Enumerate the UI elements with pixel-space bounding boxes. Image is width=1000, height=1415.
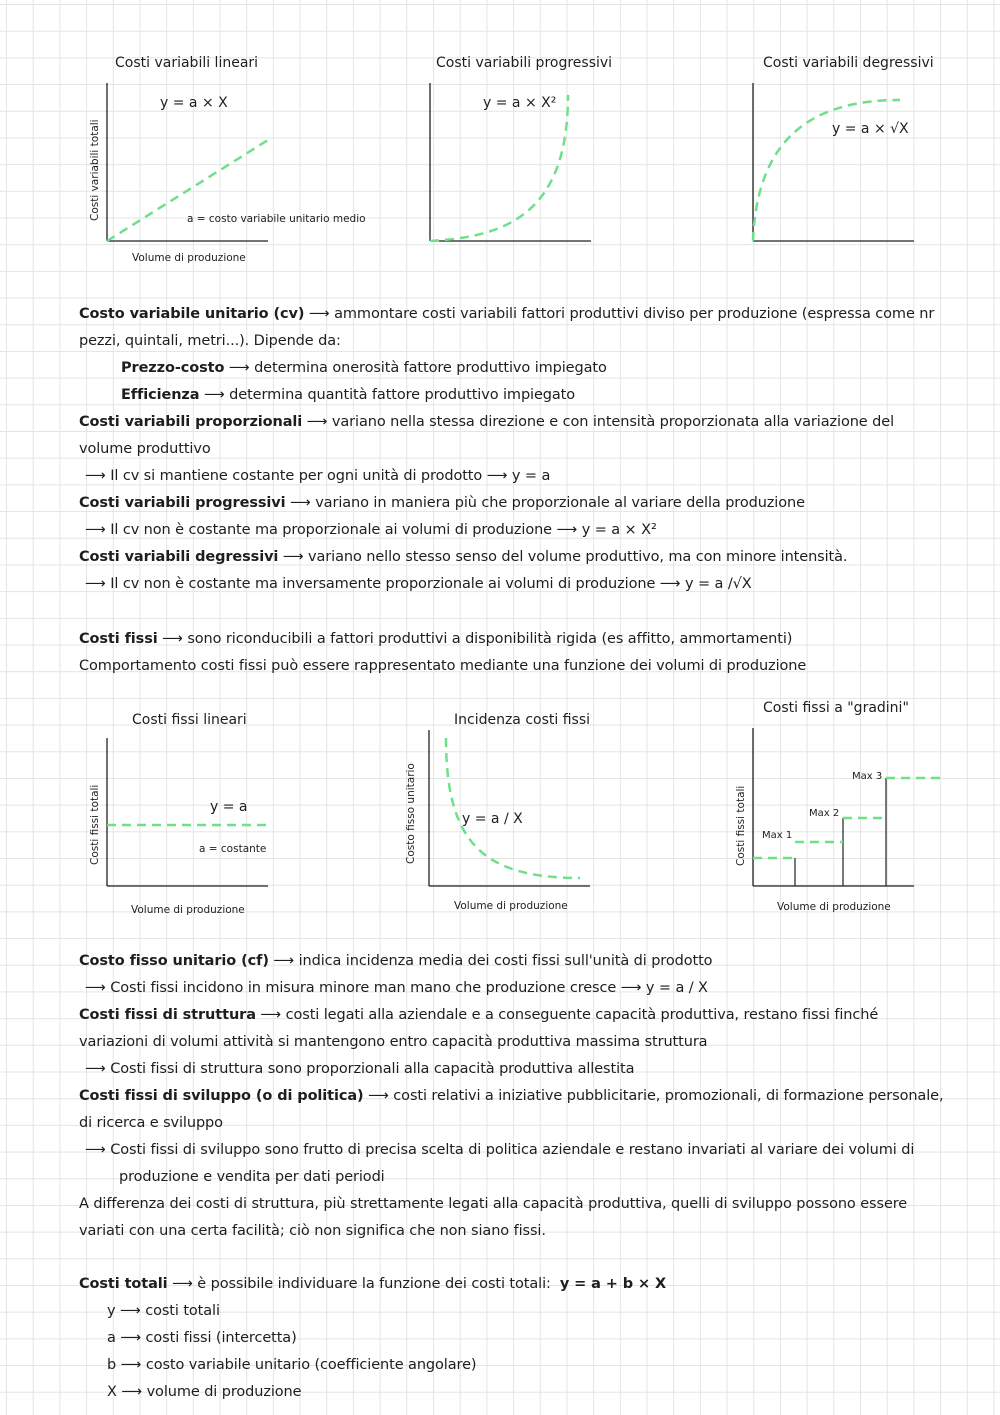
x-axis-label: Volume di produzione <box>777 901 891 913</box>
chart-costi-variabili-progressivi <box>425 45 625 255</box>
arrow-icon: ⟶ <box>620 980 642 996</box>
section-costi-fissi <box>79 626 949 680</box>
chart-formula: y = a × X <box>160 95 228 111</box>
arrow-icon: ⟶ <box>121 1384 143 1400</box>
def-costi-progressivi: Costi variabili progressivi ⟶ variano in maniera più che proporzionale al variare della produzione <box>79 495 805 511</box>
legend-item: X ⟶ volume di produzione <box>107 1384 302 1400</box>
note-progressivi: ⟶ Il cv non è costante ma proporzionale ai volumi di produzione ⟶ y = a × X² <box>85 522 657 538</box>
x-axis-label: Volume di produzione <box>454 900 568 912</box>
label-max-2: Max 2 <box>809 808 840 819</box>
arrow-icon: ⟶ <box>85 468 106 484</box>
def-costo-fisso-unitario: Costo fisso unitario (cf) ⟶ indica incidenza media dei costi fissi sull'unità di prodotto <box>79 953 713 969</box>
def-costi-fissi: Costi fissi ⟶ sono riconducibili a fattori produttivi a disponibilità rigida (es affitto, ammortamenti) <box>79 631 793 647</box>
arrow-icon: ⟶ <box>120 1303 141 1319</box>
arrow-icon: ⟶ <box>85 1142 106 1158</box>
chart-costi-variabili-lineari <box>75 45 405 275</box>
arrow-icon: ⟶ <box>172 1276 193 1292</box>
section-costi-variabili <box>79 301 949 598</box>
arrow-icon: ⟶ <box>85 576 106 592</box>
arrow-icon: ⟶ <box>260 1007 282 1023</box>
chart-formula: y = a <box>210 799 248 815</box>
arrow-icon: ⟶ <box>659 576 681 592</box>
note-costi-fissi-sviluppo: ⟶ Costi fissi di sviluppo sono frutto di precisa scelta di politica aziendale e restano invariati al variare dei volumi di produzione e vendita per dati periodi <box>85 1142 915 1185</box>
section-costi-totali <box>79 1271 949 1406</box>
def-costi-degressivi: Costi variabili degressivi ⟶ variano nello stesso senso del volume produttivo, ma con minore intensità. <box>79 549 848 565</box>
arrow-icon: ⟶ <box>273 953 295 969</box>
x-axis-label: Volume di produzione <box>131 904 245 916</box>
label-max-1: Max 1 <box>762 830 793 841</box>
y-axis-label: Costo fisso unitario <box>405 763 417 864</box>
arrow-icon: ⟶ <box>120 1330 141 1346</box>
y-axis-label: Costi fissi totali <box>735 785 747 866</box>
arrow-icon: ⟶ <box>556 522 578 538</box>
label-max-3: Max 3 <box>852 771 883 782</box>
section-tipi-costi-fissi <box>79 948 949 1245</box>
chart-costi-variabili-degressivi <box>745 45 945 255</box>
arrow-icon: ⟶ <box>368 1088 389 1104</box>
def-costi-fissi-sviluppo: Costi fissi di sviluppo (o di politica) ⟶ costi relativi a iniziative pubblicitarie, promozionali, di formazione personale, di ricerca e sviluppo <box>79 1088 944 1131</box>
chart-title: Costi fissi lineari <box>132 712 247 728</box>
arrow-icon: ⟶ <box>308 306 330 322</box>
arrow-icon: ⟶ <box>290 495 311 511</box>
progressive-cost-curve <box>430 95 568 241</box>
chart-note: a = costante <box>199 843 267 855</box>
arrow-icon: ⟶ <box>203 387 225 403</box>
arrow-icon: ⟶ <box>306 414 328 430</box>
chart-incidenza-costi-fissi <box>400 700 640 925</box>
chart-title: Incidenza costi fissi <box>454 712 591 728</box>
legend-item: b ⟶ costo variabile unitario (coefficiente angolare) <box>107 1357 477 1373</box>
legend-item: a ⟶ costi fissi (intercetta) <box>107 1330 297 1346</box>
arrow-icon: ⟶ <box>85 980 106 996</box>
y-axis-label: Costi variabili totali <box>89 119 101 221</box>
chart-formula: y = a × X² <box>483 95 557 111</box>
arrow-icon: ⟶ <box>228 360 250 376</box>
def-costi-totali: Costi totali ⟶ è possibile individuare la funzione dei costi totali: y = a + b × X <box>79 1276 667 1292</box>
note-costo-fisso-unitario: ⟶ Costi fissi incidono in misura minore man mano che produzione cresce ⟶ y = a / X <box>85 980 708 996</box>
arrow-icon: ⟶ <box>486 468 508 484</box>
linear-cost-line <box>107 140 268 241</box>
chart-title: Costi variabili lineari <box>115 55 259 71</box>
y-axis-label: Costi fissi totali <box>89 784 101 865</box>
arrow-icon: ⟶ <box>162 631 183 647</box>
nota-differenza: A differenza dei costi di struttura, più strettamente legati alla capacità produttiva, quelli di sviluppo possono essere variati con una certa facilità; ciò non significa che non siano fissi. <box>79 1196 908 1239</box>
chart-formula: y = a / X <box>462 811 523 827</box>
def-costi-fissi-struttura: Costi fissi di struttura ⟶ costi legati alla aziendale e a conseguente capacità produttiva, restano fissi finché variazioni di volumi attività si mantengono entro capacità produttiva massima struttura <box>79 1007 879 1050</box>
arrow-icon: ⟶ <box>282 549 304 565</box>
chart-title: Costi fissi a "gradini" <box>763 700 909 716</box>
arrow-icon: ⟶ <box>120 1357 142 1373</box>
chart-costi-fissi-gradini <box>725 690 955 920</box>
comportamento-costi-fissi: Comportamento costi fissi può essere rappresentato mediante una funzione dei volumi di produzione <box>79 658 807 674</box>
note-proporzionali: ⟶ Il cv si mantiene costante per ogni unità di prodotto ⟶ y = a <box>85 468 551 484</box>
chart-formula: y = a × √X <box>832 121 909 137</box>
def-costo-variabile-unitario: Costo variabile unitario (cv) ⟶ ammontare costi variabili fattori produttivi diviso per produzione (espressa come nr pezzi, quintali, metri...). Dipende da: <box>79 306 935 349</box>
chart-costi-fissi-lineari <box>75 700 315 925</box>
note-degressivi: ⟶ Il cv non è costante ma inversamente proporzionale ai volumi di produzione ⟶ y = a /√X <box>85 576 752 592</box>
arrow-icon: ⟶ <box>85 1061 106 1077</box>
x-axis-label: Volume di produzione <box>132 252 246 264</box>
chart-title: Costi variabili degressivi <box>763 55 934 71</box>
unit-fixed-cost-curve <box>446 738 580 878</box>
legend-item: y ⟶ costi totali <box>107 1303 220 1319</box>
chart-title: Costi variabili progressivi <box>436 55 613 71</box>
note-costi-fissi-struttura: ⟶ Costi fissi di struttura sono proporzionali alla capacità produttiva allestita <box>85 1061 635 1077</box>
def-efficienza: Efficienza ⟶ determina quantità fattore produttivo impiegato <box>121 387 576 403</box>
arrow-icon: ⟶ <box>85 522 106 538</box>
def-prezzo-costo: Prezzo-costo ⟶ determina onerosità fattore produttivo impiegato <box>121 360 607 376</box>
def-costi-proporzionali: Costi variabili proporzionali ⟶ variano nella stessa direzione e con intensità proporzionata alla variazione del volume produttivo <box>79 414 894 457</box>
chart-note: a = costo variabile unitario medio <box>187 213 366 225</box>
